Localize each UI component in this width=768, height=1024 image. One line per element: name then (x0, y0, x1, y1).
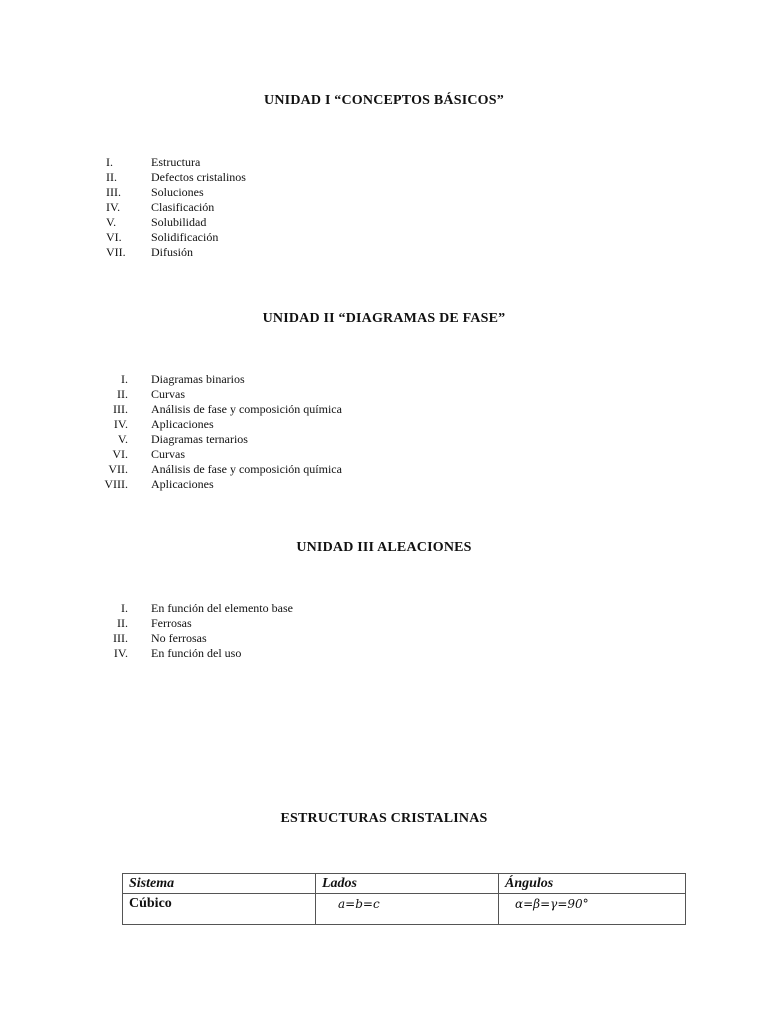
list-item-number: I. (121, 601, 128, 615)
list-item-text: Solidificación (151, 230, 219, 244)
list-item-number: VI. (112, 447, 128, 461)
unit-3-title: UNIDAD III ALEACIONES (296, 540, 472, 555)
crystal-structures-title: ESTRUCTURAS CRISTALINAS (280, 811, 488, 826)
list-item (0, 432, 768, 447)
list-item (0, 462, 768, 477)
list-item-number: IV. (113, 417, 128, 431)
unit-1-list (0, 155, 768, 260)
cell-lados: a=b=c (316, 894, 499, 925)
crystal-table-wrapper (122, 873, 686, 925)
list-item-text: Difusión (151, 245, 193, 259)
list-item (0, 601, 768, 616)
list-item-text: Ferrosas (151, 616, 192, 630)
list-item-text: Defectos cristalinos (151, 170, 246, 184)
list-item-text: Diagramas binarios (151, 372, 245, 386)
list-item (0, 387, 768, 402)
list-item (0, 230, 768, 245)
list-item-number: II. (106, 170, 117, 184)
column-header-angulos: Ángulos (499, 874, 686, 894)
list-item (0, 646, 768, 661)
cell-angulos: α=β=γ=90° (499, 894, 686, 925)
list-item-number: III. (113, 402, 128, 416)
list-item-number: VII. (106, 245, 126, 259)
list-item (0, 200, 768, 215)
column-header-lados: Lados (316, 874, 499, 894)
list-item-number: I. (106, 155, 113, 169)
list-item (0, 402, 768, 417)
unit-2-list (0, 372, 768, 492)
list-item (0, 170, 768, 185)
list-item (0, 185, 768, 200)
unit-3-list (0, 601, 768, 661)
list-item-text: Estructura (151, 155, 201, 169)
list-item-number: II. (117, 616, 128, 630)
list-item-number: I. (121, 372, 128, 386)
table-row (123, 894, 686, 925)
list-item-number: VII. (108, 462, 128, 476)
list-item-number: III. (113, 631, 128, 645)
list-item-number: VI. (106, 230, 122, 244)
list-item-number: III. (106, 185, 121, 199)
list-item-text: Curvas (151, 387, 185, 401)
column-header-sistema: Sistema (123, 874, 316, 894)
list-item-text: Diagramas ternarios (151, 432, 248, 446)
list-item-text: Solubilidad (151, 215, 207, 229)
list-item-number: II. (117, 387, 128, 401)
list-item-number: V. (117, 432, 128, 446)
list-item (0, 447, 768, 462)
list-item-text: En función del uso (151, 646, 242, 660)
list-item-text: Soluciones (151, 185, 204, 199)
list-item (0, 155, 768, 170)
table-header-row (123, 874, 686, 894)
list-item-text: Aplicaciones (151, 417, 214, 431)
list-item (0, 245, 768, 260)
list-item-text: Curvas (151, 447, 185, 461)
unit-1-title: UNIDAD I “CONCEPTOS BÁSICOS” (264, 93, 504, 108)
list-item (0, 477, 768, 492)
list-item (0, 417, 768, 432)
list-item-text: En función del elemento base (151, 601, 293, 615)
cell-sistema: Cúbico (123, 894, 316, 925)
list-item-text: Análisis de fase y composición química (151, 402, 342, 416)
list-item-text: Análisis de fase y composición química (151, 462, 342, 476)
list-item-number: V. (106, 215, 117, 229)
list-item-text: Clasificación (151, 200, 215, 214)
list-item-text: No ferrosas (151, 631, 207, 645)
crystal-table (122, 873, 686, 925)
list-item (0, 372, 768, 387)
list-item-number: IV. (106, 200, 121, 214)
unit-2-title: UNIDAD II “DIAGRAMAS DE FASE” (262, 311, 506, 326)
list-item-number: IV. (113, 646, 128, 660)
list-item-number: VIII. (104, 477, 128, 491)
list-item (0, 215, 768, 230)
list-item (0, 616, 768, 631)
list-item-text: Aplicaciones (151, 477, 214, 491)
list-item (0, 631, 768, 646)
